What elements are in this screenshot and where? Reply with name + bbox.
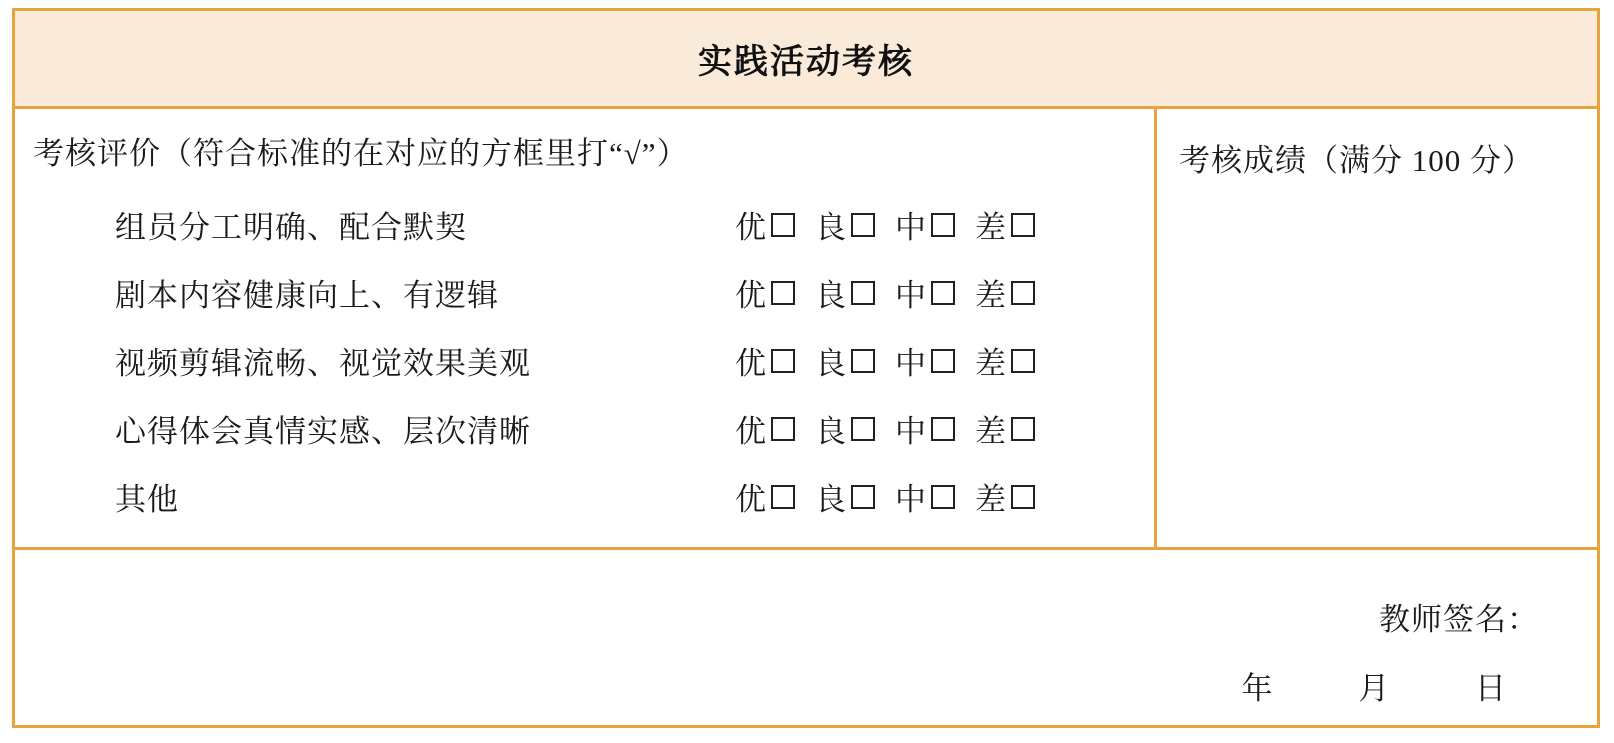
checkbox-icon[interactable] bbox=[931, 349, 955, 373]
checkbox-icon[interactable] bbox=[1011, 213, 1035, 237]
rating-label: 差 bbox=[975, 277, 1006, 313]
rating-label: 良 bbox=[815, 209, 846, 245]
rating-option-fair[interactable] bbox=[895, 338, 955, 383]
rating-group bbox=[735, 474, 1035, 519]
rating-label: 良 bbox=[815, 277, 846, 313]
rating-label: 中 bbox=[895, 277, 926, 313]
criteria-label: 剧本内容健康向上、有逻辑 bbox=[115, 277, 499, 313]
rating-label: 中 bbox=[895, 209, 926, 245]
form-title-band bbox=[15, 11, 1597, 109]
rating-option-fair[interactable] bbox=[895, 406, 955, 451]
checkbox-icon[interactable] bbox=[931, 485, 955, 509]
signature-section bbox=[15, 550, 1597, 725]
form-middle-section bbox=[15, 109, 1597, 550]
criteria-row bbox=[33, 258, 1154, 326]
rating-label: 优 bbox=[735, 345, 766, 381]
teacher-signature-label[interactable]: 教师签名： bbox=[1379, 602, 1539, 637]
evaluation-header: 考核评价（符合标准的在对应的方框里打“√”） bbox=[33, 136, 689, 171]
rating-option-poor[interactable] bbox=[975, 338, 1035, 383]
criteria-row bbox=[33, 190, 1154, 258]
rating-option-good[interactable] bbox=[815, 406, 875, 451]
rating-option-excellent[interactable] bbox=[735, 270, 795, 315]
criteria-label: 视频剪辑流畅、视觉效果美观 bbox=[115, 345, 531, 381]
rating-option-fair[interactable] bbox=[895, 202, 955, 247]
rating-group bbox=[735, 202, 1035, 247]
score-header: 考核成绩（满分 100 分） bbox=[1179, 143, 1534, 178]
score-column bbox=[1157, 109, 1597, 547]
checkbox-icon[interactable] bbox=[771, 485, 795, 509]
rating-option-poor[interactable] bbox=[975, 270, 1035, 315]
rating-label: 差 bbox=[975, 413, 1006, 449]
rating-option-fair[interactable] bbox=[895, 270, 955, 315]
checkbox-icon[interactable] bbox=[1011, 281, 1035, 305]
day-label: 日 bbox=[1475, 671, 1507, 706]
checkbox-icon[interactable] bbox=[1011, 417, 1035, 441]
rating-option-excellent[interactable] bbox=[735, 474, 795, 519]
checkbox-icon[interactable] bbox=[931, 213, 955, 237]
rating-label: 差 bbox=[975, 345, 1006, 381]
rating-group bbox=[735, 406, 1035, 451]
checkbox-icon[interactable] bbox=[771, 417, 795, 441]
rating-label: 优 bbox=[735, 481, 766, 517]
rating-option-excellent[interactable] bbox=[735, 406, 795, 451]
page-title: 实践活动考核 bbox=[698, 42, 914, 82]
checkbox-icon[interactable] bbox=[851, 213, 875, 237]
signature-date-line[interactable] bbox=[1204, 663, 1546, 708]
rating-option-poor[interactable] bbox=[975, 406, 1035, 451]
rating-label: 优 bbox=[735, 413, 766, 449]
checkbox-icon[interactable] bbox=[851, 349, 875, 373]
rating-label: 差 bbox=[975, 209, 1006, 245]
rating-label: 良 bbox=[815, 345, 846, 381]
rating-label: 优 bbox=[735, 277, 766, 313]
rating-option-fair[interactable] bbox=[895, 474, 955, 519]
checkbox-icon[interactable] bbox=[931, 417, 955, 441]
evaluation-column bbox=[15, 109, 1157, 547]
rating-option-good[interactable] bbox=[815, 338, 875, 383]
rating-option-good[interactable] bbox=[815, 270, 875, 315]
rating-label: 中 bbox=[895, 413, 926, 449]
checkbox-icon[interactable] bbox=[851, 485, 875, 509]
checkbox-icon[interactable] bbox=[931, 281, 955, 305]
checkbox-icon[interactable] bbox=[771, 213, 795, 237]
checkbox-icon[interactable] bbox=[1011, 485, 1035, 509]
rating-group bbox=[735, 270, 1035, 315]
criteria-row bbox=[33, 326, 1154, 394]
rating-option-poor[interactable] bbox=[975, 202, 1035, 247]
checkbox-icon[interactable] bbox=[771, 281, 795, 305]
rating-option-poor[interactable] bbox=[975, 474, 1035, 519]
rating-option-excellent[interactable] bbox=[735, 202, 795, 247]
checkbox-icon[interactable] bbox=[771, 349, 795, 373]
checkbox-icon[interactable] bbox=[1011, 349, 1035, 373]
month-label: 月 bbox=[1358, 671, 1391, 706]
checkbox-icon[interactable] bbox=[851, 417, 875, 441]
rating-label: 中 bbox=[895, 345, 926, 381]
criteria-label: 心得体会真情实感、层次清晰 bbox=[115, 413, 531, 449]
criteria-label: 组员分工明确、配合默契 bbox=[115, 209, 467, 245]
rating-label: 优 bbox=[735, 209, 766, 245]
criteria-list bbox=[33, 190, 1154, 530]
criteria-label: 其他 bbox=[115, 481, 179, 517]
rating-group bbox=[735, 338, 1035, 383]
rating-option-good[interactable] bbox=[815, 474, 875, 519]
criteria-row bbox=[33, 394, 1154, 462]
rating-label: 良 bbox=[815, 481, 846, 517]
rating-option-excellent[interactable] bbox=[735, 338, 795, 383]
rating-option-good[interactable] bbox=[815, 202, 875, 247]
assessment-form bbox=[12, 8, 1600, 728]
year-label: 年 bbox=[1241, 671, 1274, 706]
rating-label: 良 bbox=[815, 413, 846, 449]
checkbox-icon[interactable] bbox=[851, 281, 875, 305]
rating-label: 中 bbox=[895, 481, 926, 517]
criteria-row bbox=[33, 462, 1154, 530]
rating-label: 差 bbox=[975, 481, 1006, 517]
